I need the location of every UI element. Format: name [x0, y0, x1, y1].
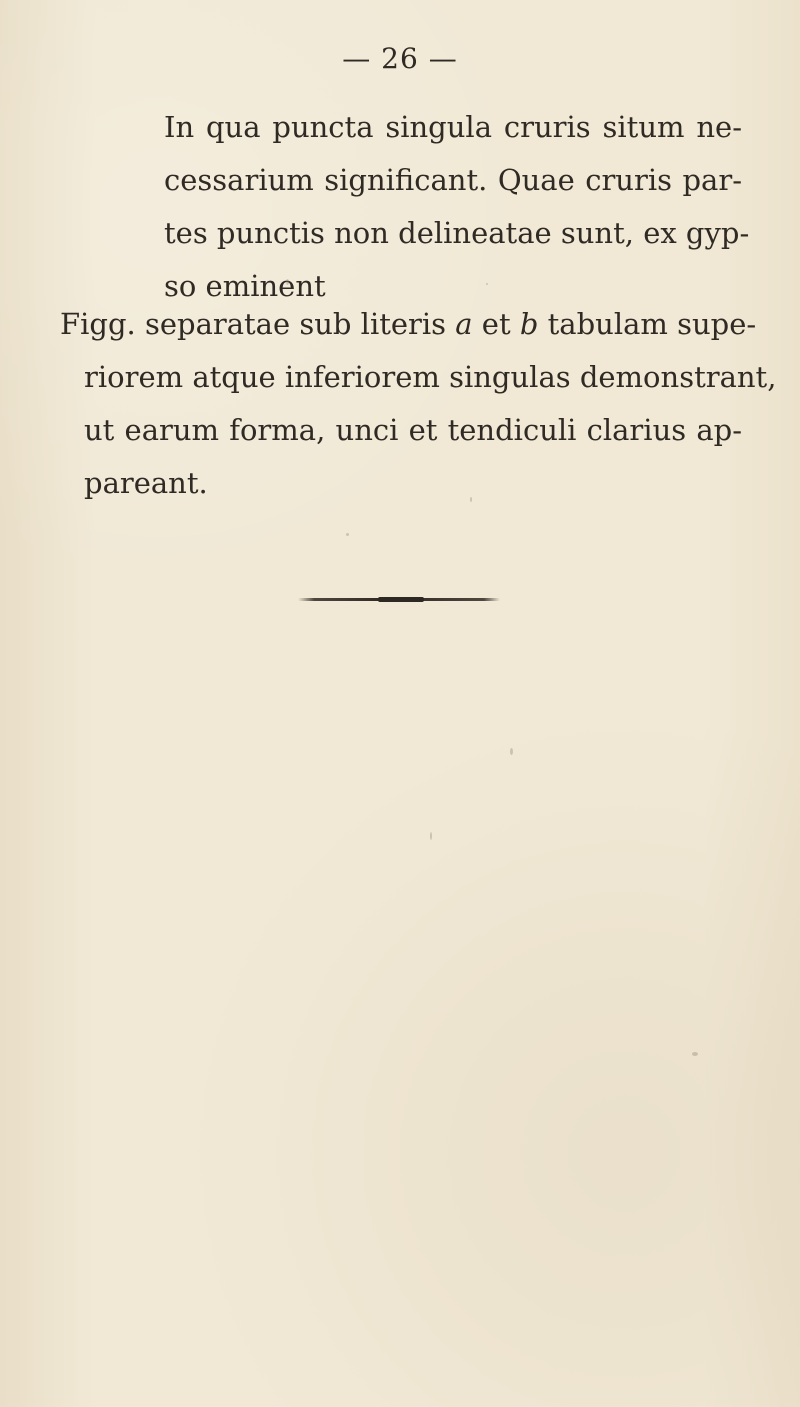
- paragraph-2-line-1: [60, 298, 757, 351]
- paragraph-2-content: [60, 298, 777, 510]
- paper-speck: [430, 832, 432, 840]
- paragraph-1: [164, 101, 750, 313]
- paragraph-2-line-1-b: b: [519, 307, 539, 341]
- paragraph-2-line-4: pareant.: [84, 466, 208, 500]
- paragraph-2-line-1-mid: et: [472, 307, 520, 341]
- paragraph-2-line-1-prefix: Figg. separatae sub literis: [60, 307, 456, 341]
- paper-speck: [510, 748, 513, 755]
- paragraph-2-line-2: riorem atque inferiorem singulas demonstrant,: [84, 360, 777, 394]
- paragraph-1-line-2: cessarium significant. Quae cruris par-: [164, 163, 742, 197]
- paper-speck: [286, 279, 289, 285]
- paragraph-2-line-1-suffix: tabulam supe-: [538, 307, 757, 341]
- paper-speck: [470, 497, 472, 502]
- paragraph-1-line-3: tes punctis non delineatae sunt, ex gyp-: [164, 216, 750, 250]
- paper-speck: [692, 1052, 698, 1056]
- paragraph-1-line-4: so eminent: [164, 269, 326, 303]
- section-separator-center: [378, 597, 424, 602]
- paragraph-1-line-1: In qua puncta singula cruris situm ne-: [164, 110, 742, 144]
- paragraph-1-content: [164, 101, 750, 313]
- paragraph-2: [60, 298, 777, 510]
- paper-speck: [486, 283, 488, 285]
- paper-speck: [346, 533, 349, 536]
- paragraph-2-line-3: ut earum forma, unci et tendiculi clarius ap-: [84, 413, 742, 447]
- paragraph-2-line-1-a: a: [455, 307, 473, 341]
- page-number: — 26 —: [342, 42, 458, 75]
